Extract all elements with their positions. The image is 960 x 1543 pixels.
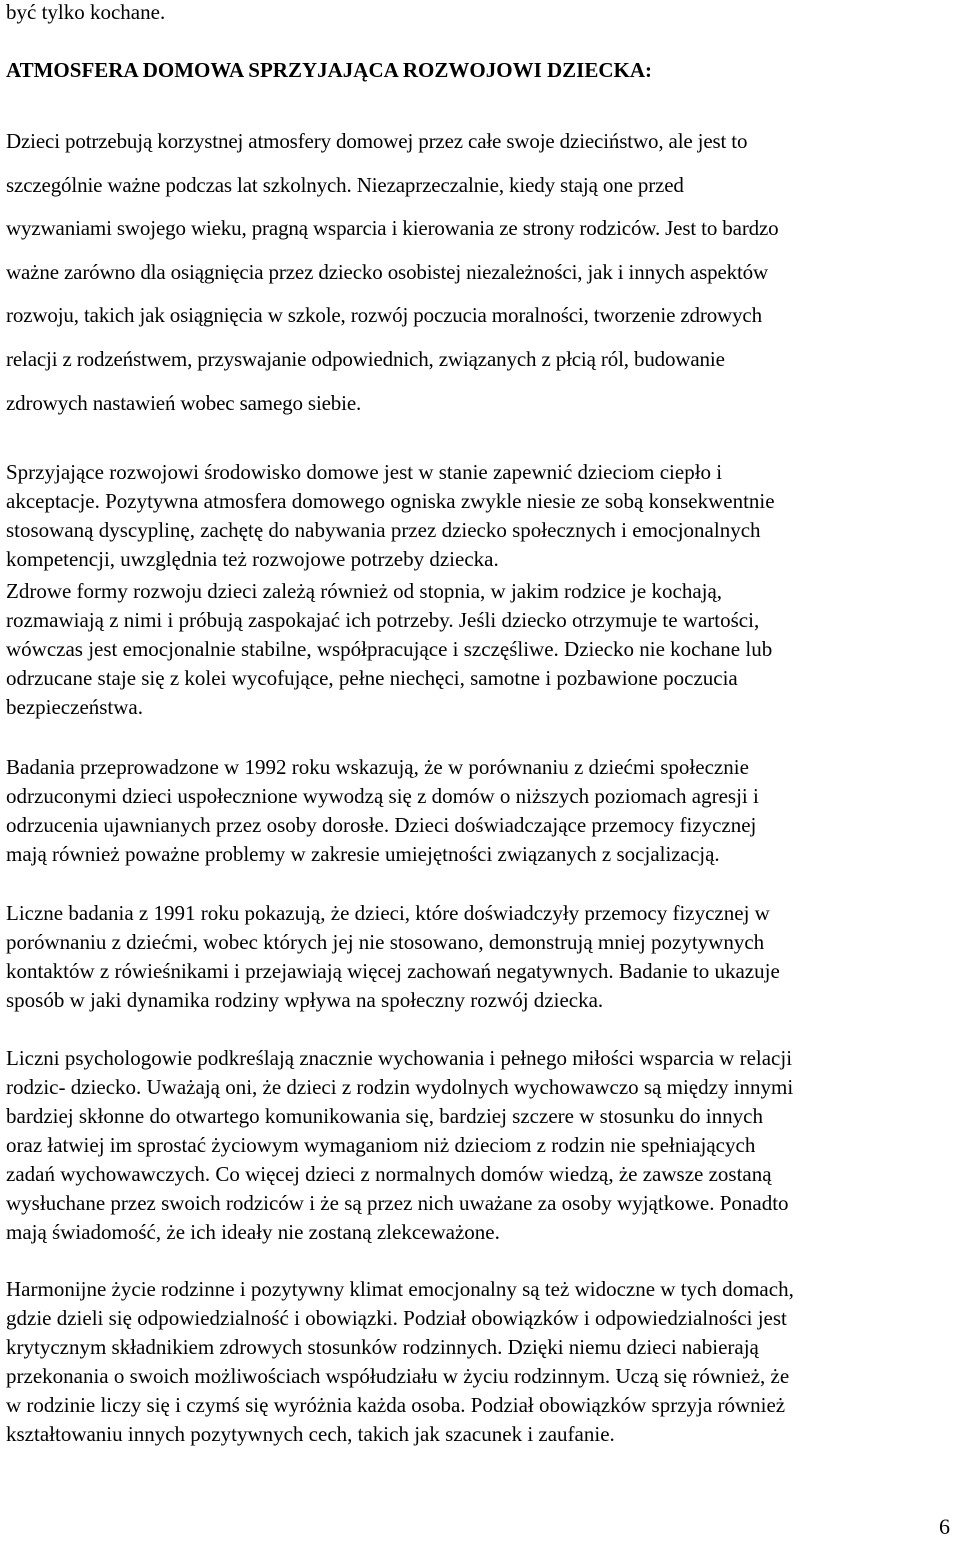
paragraph-5 [6,899,780,1015]
paragraph-line: odrzuconymi dzieci uspołecznione wywodzą się z domów o niższych poziomach agresji i [6,784,759,808]
paragraph-line: kształtowaniu innych pozytywnych cech, takich jak szacunek i zaufanie. [6,1422,615,1446]
paragraph-line: kontaktów z rówieśnikami i przejawiają więcej zachowań negatywnych. Badanie to ukazuje [6,959,780,983]
paragraph-line: Liczni psychologowie podkreślają znacznie wychowania i pełnego miłości wsparcia w relacji [6,1046,793,1070]
paragraph-line: przekonania o swoich możliwościach współudziału w życiu rodzinnym. Uczą się również, że [6,1364,790,1388]
paragraph-line: w rodzinie liczy się i czymś się wyróżnia każda osoba. Podział obowiązków sprzyja również [6,1393,786,1417]
paragraph-line: krytycznym składnikiem zdrowych stosunków rodzinnych. Dzięki niemu dzieci nabierają [6,1335,759,1359]
document-page [6,0,954,1543]
paragraph-line: bezpieczeństwa. [6,695,144,719]
paragraph-line: kompetencji, uwzględnia też rozwojowe potrzeby dziecka. [6,547,499,571]
paragraph-line: gdzie dzieli się odpowiedzialność i obowiązki. Podział obowiązków i odpowiedzialności jest [6,1306,787,1330]
paragraph-line: oraz łatwiej im sprostać życiowym wymaganiom niż dzieciom z rodzin nie spełniających [6,1133,756,1157]
paragraph-line: szczególnie ważne podczas lat szkolnych. Niezaprzeczalnie, kiedy stają one przed [6,172,684,197]
paragraph-line: bardziej skłonne do otwartego komunikowania się, bardziej szczere w stosunku do innych [6,1104,763,1128]
paragraph-4 [6,753,759,869]
paragraph-line: Zdrowe formy rozwoju dzieci zależą również od stopnia, w jakim rodzice je kochają, [6,579,723,603]
paragraph-line: Liczne badania z 1991 roku pokazują, że dzieci, które doświadczyły przemocy fizycznej w [6,901,770,925]
paragraph-line: mają również poważne problemy w zakresie umiejętności związanych z socjalizacją. [6,842,720,866]
paragraph-7 [6,1275,794,1449]
paragraph-line: stosowaną dyscyplinę, zachętę do nabywania przez dziecko społecznych i emocjonalnych [6,518,761,542]
paragraph-line: odrzucenia ujawnianych przez osoby dorosłe. Dzieci doświadczające przemocy fizycznej [6,813,757,837]
paragraph-line: rozmawiają z nimi i próbują zaspokajać ich potrzeby. Jeśli dziecko otrzymuje te wartości, [6,608,760,632]
paragraph-line: wyzwaniami swojego wieku, pragną wsparcia i kierowania ze strony rodziców. Jest to bardzo [6,216,779,241]
section-heading: ATMOSFERA DOMOWA SPRZYJAJĄCA ROZWOJOWI DZIECKA: [6,58,652,82]
paragraph-line: Dzieci potrzebują korzystnej atmosfery domowej przez całe swoje dzieciństwo, ale jest to [6,129,748,153]
continuation-line: być tylko kochane. [6,0,166,24]
paragraph-line: mają świadomość, że ich ideały nie zostaną zlekceważone. [6,1220,500,1244]
paragraph-line: rodzic- dziecko. Uważają oni, że dzieci z rodzin wydolnych wychowawczo są między innymi [6,1075,794,1099]
paragraph-1 [6,120,779,425]
paragraph-line: akceptacje. Pozytywna atmosfera domowego ogniska zwykle niesie ze sobą konsekwentnie [6,489,775,513]
paragraph-line: sposób w jaki dynamika rodziny wpływa na społeczny rozwój dziecka. [6,988,604,1012]
paragraph-line: relacji z rodzeństwem, przyswajanie odpowiednich, związanych z płcią ról, budowanie [6,346,725,371]
paragraph-line: Harmonijne życie rodzinne i pozytywny klimat emocjonalny są też widoczne w tych domach, [6,1277,794,1301]
paragraph-line: Badania przeprowadzone w 1992 roku wskazują, że w porównaniu z dziećmi społecznie [6,755,749,779]
paragraph-3 [6,577,772,722]
paragraph-line: zadań wychowawczych. Co więcej dzieci z normalnych domów wiedzą, że zawsze zostaną [6,1162,772,1186]
paragraph-6 [6,1044,793,1247]
paragraph-2 [6,458,775,574]
paragraph-line: wysłuchane przez swoich rodziców i że są przez nich uważane za osoby wyjątkowe. Ponadto [6,1191,789,1215]
paragraph-line: zdrowych nastawień wobec samego siebie. [6,390,362,415]
page-number: 6 [939,1514,950,1539]
paragraph-line: wówczas jest emocjonalnie stabilne, współpracujące i szczęśliwe. Dziecko nie kochane lub [6,637,773,661]
paragraph-line: odrzucane staje się z kolei wycofujące, pełne niechęci, samotne i pozbawione poczucia [6,666,738,690]
paragraph-line: ważne zarówno dla osiągnięcia przez dziecko osobistej niezależności, jak i innych aspektów [6,259,769,284]
paragraph-line: Sprzyjające rozwojowi środowisko domowe jest w stanie zapewnić dzieciom ciepło i [6,460,723,484]
paragraph-line: porównaniu z dziećmi, wobec których jej nie stosowano, demonstrują mniej pozytywnych [6,930,765,954]
paragraph-line: rozwoju, takich jak osiągnięcia w szkole, rozwój poczucia moralności, tworzenie zdrowych [6,303,762,328]
